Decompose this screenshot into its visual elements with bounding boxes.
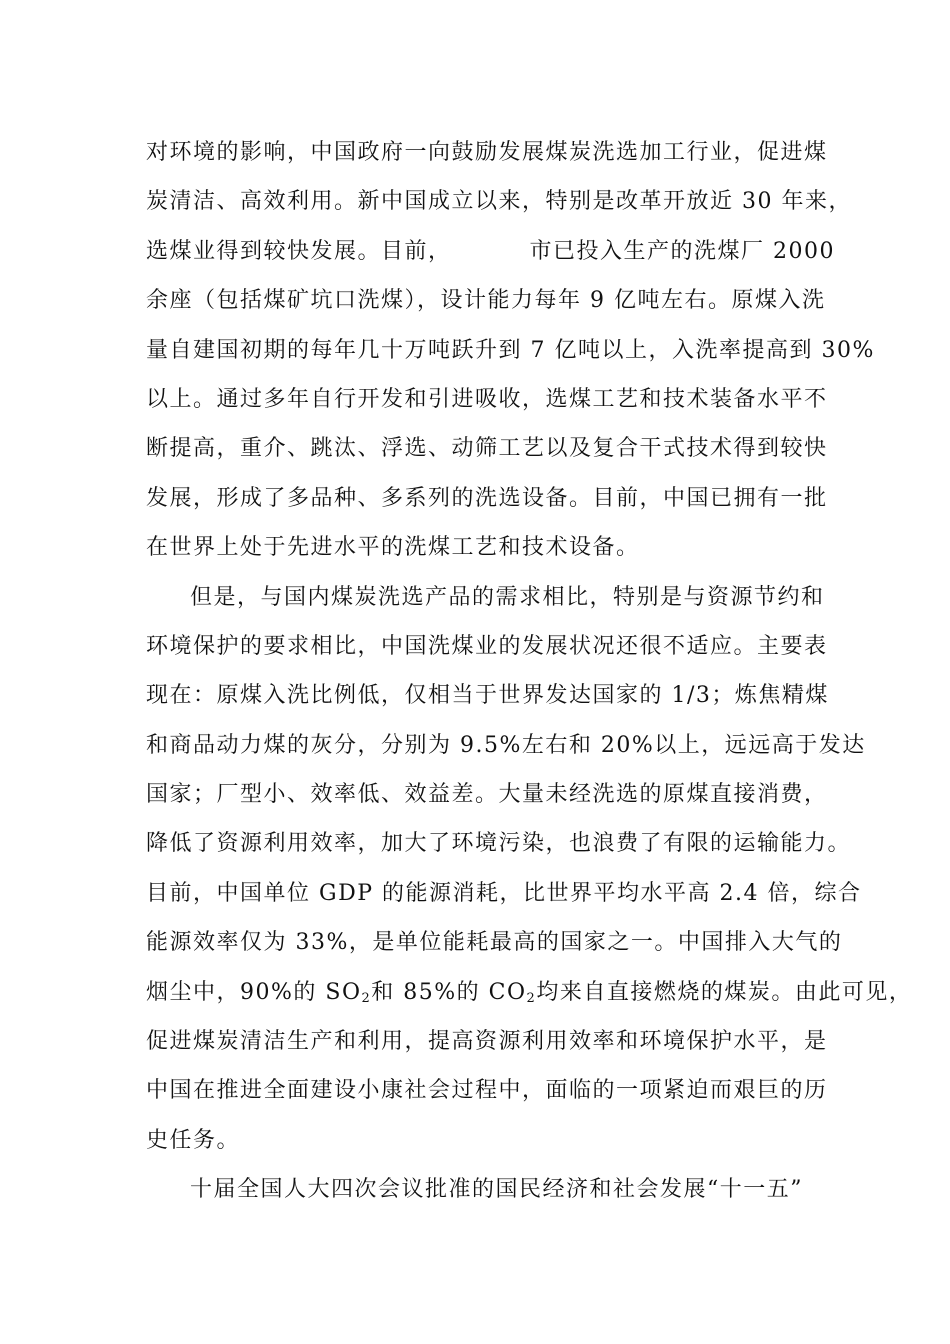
text-line: 但是，与国内煤炭洗选产品的需求相比，特别是与资源节约和 (190, 584, 825, 610)
text-line: 发展，形成了多品种、多系列的洗选设备。目前，中国已拥有一批 (146, 485, 828, 511)
paragraph-current-problems (146, 577, 913, 1170)
text-line: 对环境的影响，中国政府一向鼓励发展煤炭洗选加工行业，促进煤 (146, 140, 828, 165)
subscript: 2 (526, 990, 537, 1006)
text-line: 量自建国初期的每年几十万吨跃升到 7 亿吨以上，入洗率提高到 30% (146, 337, 875, 363)
paragraph-coal-washing-development (146, 132, 875, 577)
text-line: 断提高，重介、跳汰、浮选、动筛工艺以及复合干式技术得到较快 (146, 436, 828, 462)
text-line: 在世界上处于先进水平的洗煤工艺和技术设备。 (146, 535, 640, 561)
text-line: 现在：原煤入洗比例低，仅相当于世界发达国家的 1/3；炼焦精煤 (146, 683, 829, 709)
text-segment: 和 85%的 CO (371, 979, 527, 1005)
body-text (146, 132, 913, 1219)
text-line: 目前，中国单位 GDP 的能源消耗，比世界平均水平高 2.4 倍，综合 (146, 880, 862, 906)
text-line: 国家；厂型小、效率低、效益差。大量未经洗选的原煤直接消费， (146, 782, 828, 808)
text-line: 降低了资源利用效率，加大了环境污染，也浪费了有限的运输能力。 (146, 831, 852, 857)
text-line: 余座（包括煤矿坑口洗煤），设计能力每年 9 亿吨左右。原煤入洗 (146, 288, 826, 314)
text-line: 能源效率仅为 33%，是单位能耗最高的国家之一。中国排入大气的 (146, 930, 843, 956)
text-segment: 均来自直接燃烧的煤炭。由此可见， (536, 979, 913, 1005)
text-segment: 选煤业得到较快发展。目前， (146, 238, 452, 264)
text-segment: 市已投入生产的洗煤厂 2000 (529, 238, 835, 264)
text-line (146, 231, 835, 280)
text-line: 炭清洁、高效利用。新中国成立以来，特别是改革开放近 30 年来， (146, 189, 852, 215)
text-line: 中国在推进全面建设小康社会过程中，面临的一项紧迫而艰巨的历 (146, 1078, 828, 1104)
paragraph-eleventh-five-year-plan (146, 1169, 806, 1218)
text-line: 以上。通过多年自行开发和引进吸收，选煤工艺和技术装备水平不 (146, 386, 828, 412)
text-line: 史任务。 (146, 1127, 241, 1153)
text-line: 十届全国人大四次会议批准的国民经济和社会发展“十一五” (190, 1177, 803, 1203)
text-line (146, 972, 913, 1021)
text-segment: 烟尘中，90%的 SO (146, 979, 362, 1005)
text-line: 和商品动力煤的灰分，分别为 9.5%左右和 20%以上，远远高于发达 (146, 732, 866, 758)
text-line: 环境保护的要求相比，中国洗煤业的发展状况还很不适应。主要表 (146, 633, 828, 659)
subscript: 2 (361, 990, 372, 1006)
text-line: 促进煤炭清洁生产和利用，提高资源利用效率和环境保护水平，是 (146, 1029, 828, 1055)
